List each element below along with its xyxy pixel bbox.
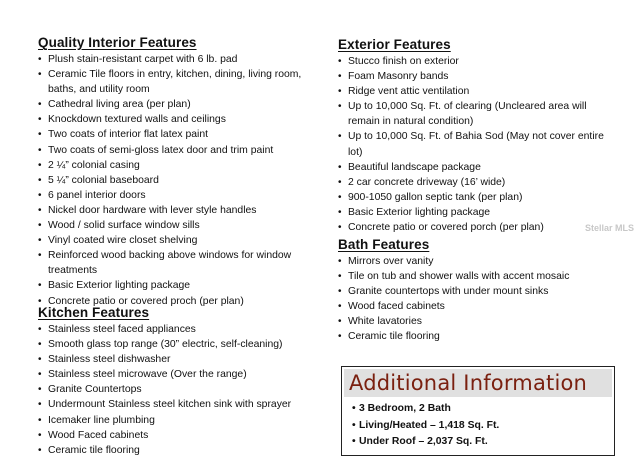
- list-item: • White lavatories: [338, 314, 620, 329]
- additional-information-banner: Additional Information: [344, 369, 612, 397]
- list-item: • Mirrors over vanity: [338, 254, 620, 269]
- list-item: • Beautiful landscape package: [338, 160, 620, 175]
- list-item: • Under Roof – 2,037 Sq. Ft.: [352, 434, 612, 451]
- list-item: • Foam Masonry bands: [338, 69, 620, 84]
- list-item: • Reinforced wood backing above windows for window treatments: [38, 248, 320, 278]
- list-item: • Stainless steel microwave (Over the range): [38, 367, 320, 382]
- list-item: • Plush stain-resistant carpet with 6 lb. pad: [38, 52, 320, 67]
- mls-watermark: Stellar MLS: [584, 223, 634, 233]
- list-item: • Wood Faced cabinets: [38, 428, 320, 443]
- list-item: • Smooth glass top range (30” electric, self-cleaning): [38, 337, 320, 352]
- list-item: • Two coats of semi-gloss latex door and trim paint: [38, 143, 320, 158]
- list-item: • Knockdown textured walls and ceilings: [38, 112, 320, 127]
- list-item: • Living/Heated – 1,418 Sq. Ft.: [352, 418, 612, 435]
- list-item: • Stucco finish on exterior: [338, 54, 620, 69]
- list-item: • Up to 10,000 Sq. Ft. of clearing (Uncleared area will remain in natural condition): [338, 99, 620, 129]
- list-item: • 900-1050 gallon septic tank (per plan): [338, 190, 620, 205]
- list-item: • Ceramic tile flooring: [38, 443, 320, 458]
- list-item: • Ceramic Tile floors in entry, kitchen, dining, living room, baths, and utility room: [38, 67, 320, 97]
- list-item: • 5 ¼” colonial baseboard: [38, 173, 320, 188]
- list-item: • Icemaker line plumbing: [38, 413, 320, 428]
- interior-features-list: [38, 52, 320, 309]
- list-item: • Stainless steel faced appliances: [38, 322, 320, 337]
- list-item: • Stainless steel dishwasher: [38, 352, 320, 367]
- list-item: • Nickel door hardware with lever style handles: [38, 203, 320, 218]
- list-item: • Undermount Stainless steel kitchen sink with sprayer: [38, 397, 320, 412]
- exterior-features-list: [338, 54, 620, 235]
- bath-features-heading: Bath Features: [338, 237, 430, 252]
- list-item: • Granite Countertops: [38, 382, 320, 397]
- list-item: • Basic Exterior lighting package: [38, 278, 320, 293]
- list-item: • 2 ¼” colonial casing: [38, 158, 320, 173]
- bath-features-section: [338, 237, 620, 345]
- interior-features-heading: Quality Interior Features: [38, 35, 197, 50]
- list-item: • Vinyl coated wire closet shelving: [38, 233, 320, 248]
- exterior-features-section: [338, 37, 620, 235]
- list-item: • 6 panel interior doors: [38, 188, 320, 203]
- list-item: • Tile on tub and shower walls with accent mosaic: [338, 269, 620, 284]
- kitchen-features-heading: Kitchen Features: [38, 305, 150, 320]
- list-item: • Granite countertops with under mount sinks: [338, 284, 620, 299]
- list-item: • Concrete patio or covered porch (per plan): [338, 220, 620, 235]
- list-item: • Two coats of interior flat latex paint: [38, 127, 320, 142]
- list-item: • Ceramic tile flooring: [338, 329, 620, 344]
- additional-information-list: [344, 401, 612, 451]
- kitchen-features-list: [38, 322, 320, 458]
- list-item: • Wood faced cabinets: [338, 299, 620, 314]
- list-item: • Concrete patio or covered proch (per plan): [38, 294, 320, 309]
- additional-information-box: [341, 366, 615, 456]
- bath-features-list: [338, 254, 620, 345]
- list-item: • Cathedral living area (per plan): [38, 97, 320, 112]
- interior-features-section: [38, 35, 320, 309]
- list-item: • 2 car concrete driveway (16’ wide): [338, 175, 620, 190]
- exterior-features-heading: Exterior Features: [338, 37, 451, 52]
- list-item: • 3 Bedroom, 2 Bath: [352, 401, 612, 418]
- kitchen-features-section: [38, 305, 320, 458]
- list-item: • Basic Exterior lighting package: [338, 205, 620, 220]
- list-item: • Wood / solid surface window sills: [38, 218, 320, 233]
- list-item: • Ridge vent attic ventilation: [338, 84, 620, 99]
- list-item: • Up to 10,000 Sq. Ft. of Bahia Sod (May not cover entire lot): [338, 129, 620, 159]
